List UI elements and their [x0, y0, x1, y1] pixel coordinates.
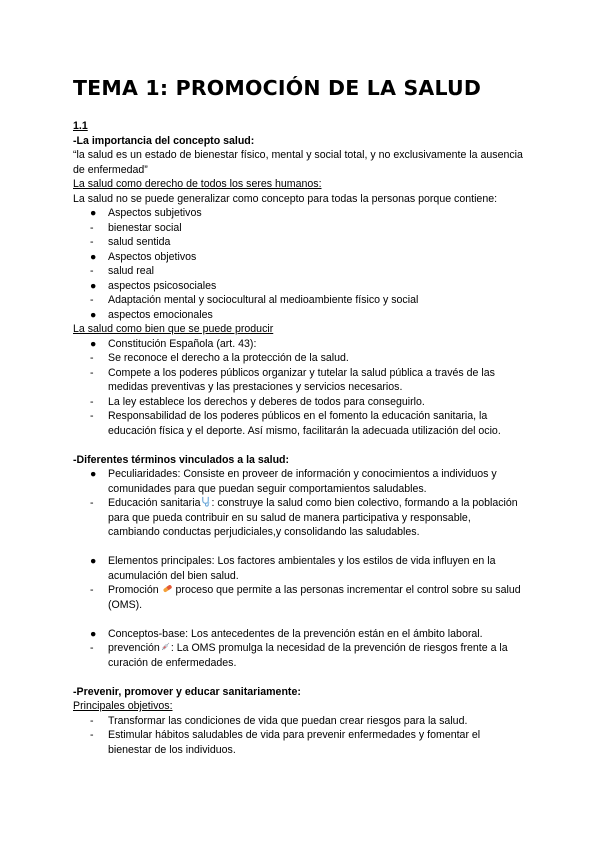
list-item-text: aspectos emocionales — [108, 308, 213, 321]
section-number: 1.1 — [73, 120, 88, 132]
list-item-text: : construye la salud como bien colectivo, formando a la población para que pueda contribuir en su salud de manera participativa y responsable, cambiando conductas perjudiciales,y consolidando las saludables. — [108, 497, 518, 538]
pill-icon — [162, 583, 173, 594]
dash-marker: - — [90, 584, 94, 596]
terms-list-b — [73, 554, 525, 612]
list-item-text: Adaptación mental y sociocultural al medioambiente físico y social — [108, 294, 419, 306]
list-item — [73, 467, 525, 496]
dash-marker: - — [90, 729, 94, 741]
dash-marker: - — [90, 642, 94, 654]
list-item-text: salud real — [108, 265, 154, 277]
list-item — [73, 351, 525, 366]
list-item — [73, 308, 525, 323]
list-item-text: Aspectos subjetivos — [108, 207, 202, 219]
list-item-term: Promoción — [108, 584, 162, 596]
objectives-list — [73, 714, 525, 758]
list-item-text: Responsabilidad de los poderes públicos en el fomento la educación sanitaria, la educación física y el deporte. Así mismo, facilitarán la adecuada utilización del ocio. — [108, 410, 501, 437]
bullet-marker: ● — [90, 468, 97, 480]
good-heading: La salud como bien que se puede producir — [73, 323, 274, 335]
list-item — [73, 583, 525, 612]
right-intro: La salud no se puede generalizar como concepto para todas la personas porque contiene: — [73, 192, 498, 205]
list-item — [73, 293, 525, 308]
dash-marker: - — [90, 366, 94, 379]
list-item-text: Estimular hábitos saludables de vida para prevenir enfermedades y fomentar el bienestar de los individuos. — [108, 729, 481, 756]
list-item — [73, 395, 525, 410]
bullet-marker: ● — [90, 250, 97, 263]
dash-marker: - — [90, 410, 94, 422]
dash-marker: - — [90, 221, 94, 234]
list-item — [73, 337, 525, 352]
list-item — [73, 250, 525, 265]
dash-marker: - — [90, 714, 94, 727]
dash-marker: - — [90, 236, 94, 248]
list-item-term: prevención — [108, 642, 160, 654]
list-item — [73, 279, 525, 294]
dash-marker: - — [90, 497, 94, 509]
stethoscope-icon — [200, 496, 211, 507]
bullet-marker: ● — [90, 337, 97, 350]
list-item-text: Transformar las condiciones de vida que puedan crear riesgos para la salud. — [108, 714, 468, 727]
list-item-text: Peculiaridades: Consiste en proveer de información y conocimientos a individuos y comunidades para que puedan seguir comportamientos saludables. — [108, 468, 497, 495]
constitution-list — [73, 337, 525, 439]
list-item-text: bienestar social — [108, 221, 182, 234]
importance-heading: -La importancia del concepto salud: — [73, 134, 255, 147]
list-item — [73, 554, 525, 583]
list-item — [73, 409, 525, 438]
list-item — [73, 627, 525, 642]
dash-marker: - — [90, 395, 94, 408]
dash-marker: - — [90, 265, 94, 277]
list-item — [73, 728, 525, 757]
dash-marker: - — [90, 352, 94, 364]
list-item-text: Se reconoce el derecho a la protección de la salud. — [108, 352, 349, 364]
list-item — [73, 221, 525, 236]
terms-heading: -Diferentes términos vinculados a la salud: — [73, 453, 290, 466]
who-quote: “la salud es un estado de bienestar físico, mental y social total, y no exclusivamente la ausencia de enfermedad” — [73, 149, 523, 176]
document-body — [73, 119, 525, 757]
list-item-text: Compete a los poderes públicos organizar y tutelar la salud pública a través de las medidas preventivas y las prestaciones y servicios necesarios. — [108, 366, 495, 393]
list-item — [73, 366, 525, 395]
aspects-list — [73, 206, 525, 322]
bullet-marker: ● — [90, 555, 97, 567]
terms-list-a — [73, 467, 525, 540]
list-item-text: Aspectos objetivos — [108, 250, 197, 263]
list-item — [73, 641, 525, 670]
list-item-text: salud sentida — [108, 236, 171, 248]
list-item-text: Elementos principales: Los factores ambientales y los estilos de vida influyen en la acumulación del bien salud. — [108, 555, 496, 582]
list-item — [73, 264, 525, 279]
terms-list-c — [73, 627, 525, 671]
list-item-text: Constitución Española (art. 43): — [108, 337, 257, 350]
list-item — [73, 206, 525, 221]
list-item-text: : La OMS promulga la necesidad de la prevención de riesgos frente a la curación de enfermedades. — [108, 642, 508, 669]
page-title: TEMA 1: PROMOCIÓN DE LA SALUD — [73, 76, 482, 100]
bullet-marker: ● — [90, 207, 97, 219]
bullet-marker: ● — [90, 627, 97, 640]
bullet-marker: ● — [90, 308, 97, 321]
dash-marker: - — [90, 294, 94, 306]
list-item — [73, 496, 525, 540]
list-item-text: La ley establece los derechos y deberes de todos para conseguirlo. — [108, 395, 425, 408]
list-item-text: aspectos psicosociales — [108, 279, 217, 292]
list-item-text: Conceptos-base: Los antecedentes de la prevención están en el ámbito laboral. — [108, 627, 483, 640]
right-heading: La salud como derecho de todos los seres humanos: — [73, 178, 322, 190]
list-item — [73, 235, 525, 250]
syringe-icon — [160, 641, 171, 652]
bullet-marker: ● — [90, 279, 97, 292]
list-item-text: proceso que permite a las personas incrementar el control sobre su salud (OMS). — [108, 584, 521, 611]
list-item — [73, 714, 525, 729]
prevent-heading: -Prevenir, promover y educar sanitariamente: — [73, 685, 301, 698]
objectives-heading: Principales objetivos: — [73, 700, 173, 712]
list-item-term: Educación sanitaria — [108, 497, 201, 509]
